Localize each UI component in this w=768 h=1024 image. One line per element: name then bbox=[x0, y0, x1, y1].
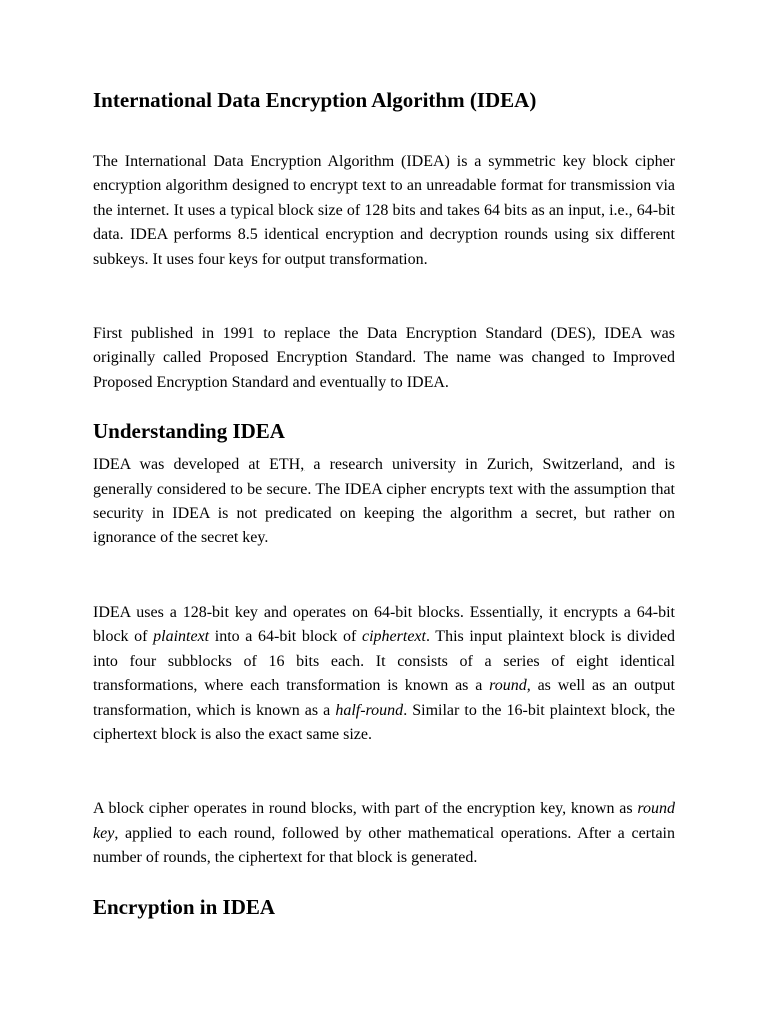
blocks-text-3: . This input plaintext block is divided into four subblocks of 16 bits each. It consists of a series of eight identical transformations, where each transformation is known as a bbox=[93, 628, 675, 695]
blocks-text-4: , as well as an output transformation, which is known as a bbox=[93, 677, 675, 719]
document-title: International Data Encryption Algorithm (IDEA) bbox=[93, 88, 537, 112]
eth-link[interactable]: , bbox=[300, 456, 305, 474]
blocks-text-5: . Similar to the 16-bit plaintext block, the ciphertext block is also the exact same size. bbox=[93, 701, 676, 743]
eth-text-1: IDEA was developed at ETH bbox=[93, 456, 301, 474]
section-heading-encryption: Encryption in IDEA bbox=[93, 894, 276, 919]
term-round-key: round key bbox=[93, 800, 675, 842]
blocks-paragraph bbox=[93, 601, 675, 747]
term-round: round bbox=[489, 677, 527, 695]
round-text-2: , applied to each round, followed by other mathematical operations. After a certain number of rounds, the ciphertext for that block is generated. bbox=[93, 824, 675, 867]
blocks-text-2: into a 64-bit block of bbox=[209, 628, 362, 646]
document-page bbox=[93, 86, 675, 921]
term-plaintext: plaintext bbox=[153, 628, 210, 646]
section-heading-understanding: Understanding IDEA bbox=[93, 419, 285, 444]
round-text-1: A block cipher operates in round blocks, with part of the encryption key, known as bbox=[93, 800, 638, 818]
blocks-text-1: IDEA uses a 128-bit key and operates on 64-bit blocks. Essentially, it encrypts a 64-bit block of bbox=[93, 603, 675, 646]
history-paragraph: First published in 1991 to replace the Data Encryption Standard (DES), IDEA was originally called Proposed Encryption Standard. The name was changed to Improved Proposed Encryption Standard and eventually to IDEA. bbox=[93, 325, 675, 391]
term-ciphertext: ciphertext bbox=[362, 628, 426, 646]
term-half-round: half-round bbox=[335, 701, 404, 719]
round-paragraph bbox=[93, 797, 675, 870]
eth-paragraph bbox=[93, 453, 675, 551]
eth-text-2: a research university in Zurich, Switzerland, and is generally considered to be secure. The IDEA cipher encrypts text with the assumption that security in IDEA is not predicated on keeping the algorithm a secret, but rather on ignorance of the secret key. bbox=[93, 456, 676, 547]
intro-paragraph: The International Data Encryption Algorithm (IDEA) is a symmetric key block cipher encryption algorithm designed to encrypt text to an unreadable format for transmission via the internet. It uses a typical block size of 128 bits and takes 64 bits as an input, i.e., 64-bit data. IDEA performs 8.5 identical encryption and decryption rounds using six different subkeys. It uses four keys for output transformation. bbox=[93, 153, 675, 268]
